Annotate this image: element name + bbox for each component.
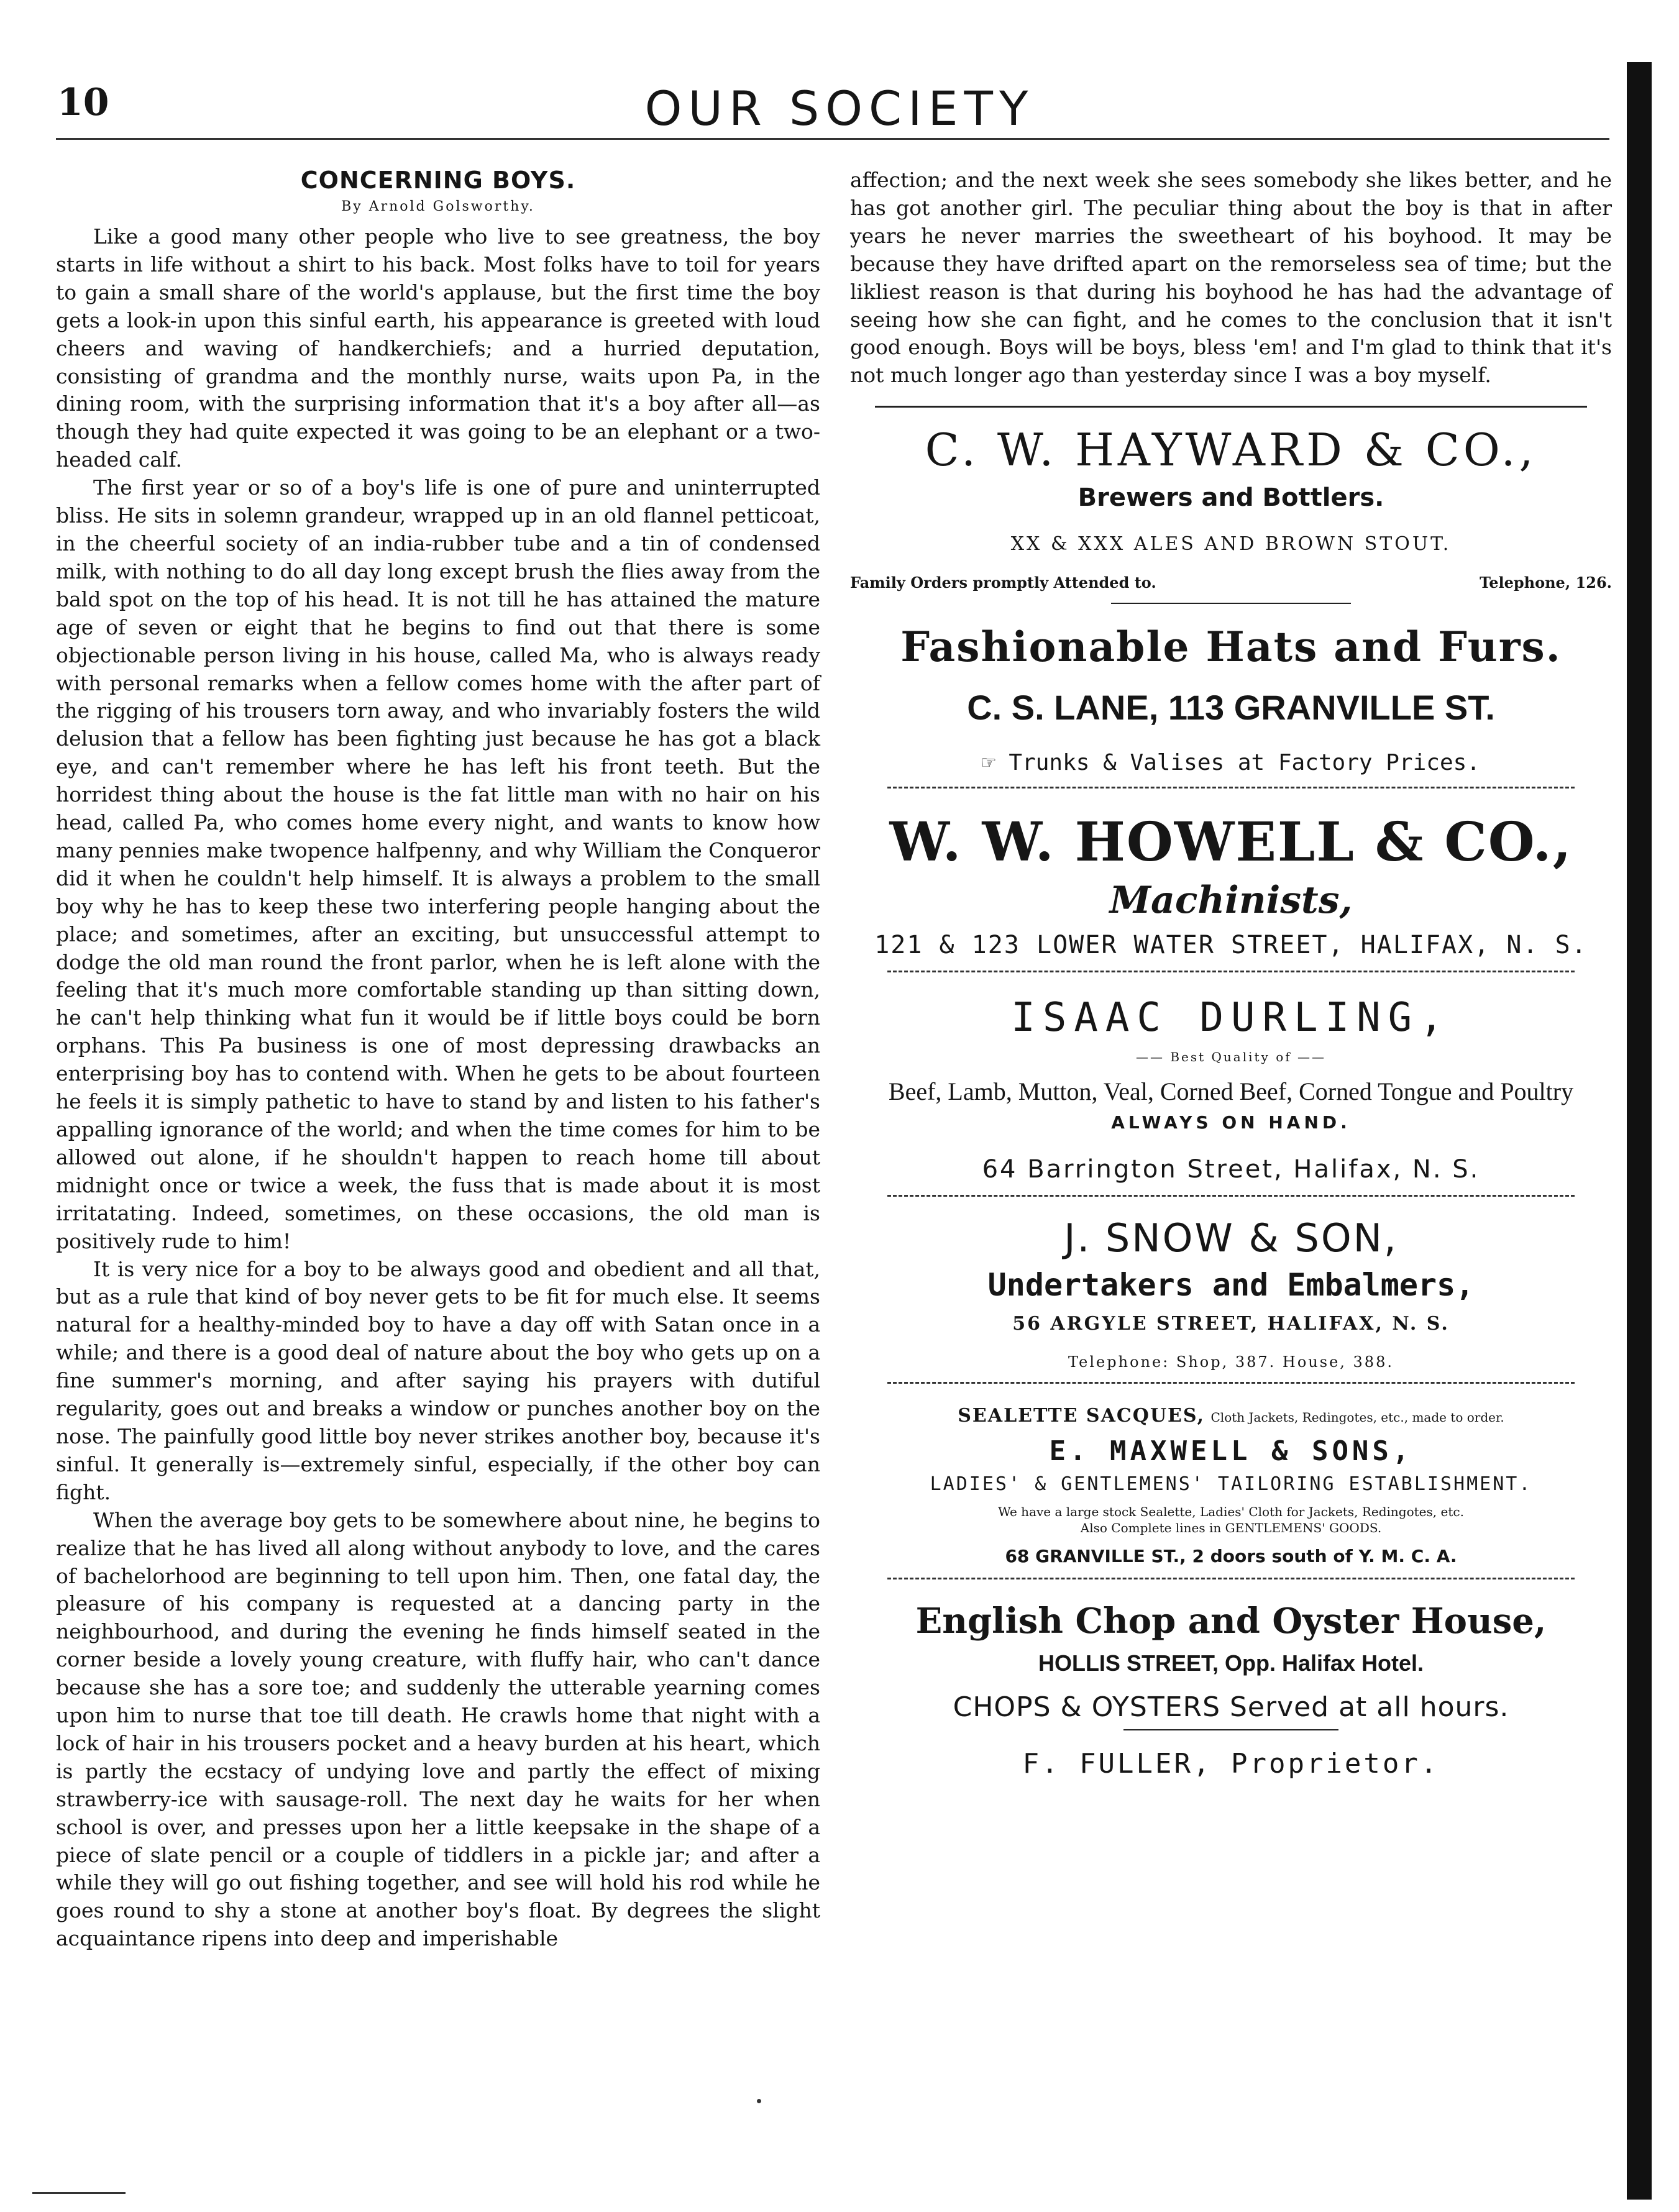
- ad-maxwell-headline: SEALETTE SACQUES,: [958, 1405, 1205, 1427]
- ad-fuller-street: HOLLIS STREET, Opp. Halifax Hotel.: [1038, 1650, 1424, 1676]
- divider: [887, 1195, 1575, 1197]
- ad-snow-name: J. SNOW & SON,: [1064, 1215, 1398, 1261]
- article-paragraph: Like a good many other people who live to see greatness, the boy starts in life without a shirt to his back. Most folks have to toil for years to gain a small share of the world's applause, but the first time the boy gets a look-in upon this sinful earth, his appearance is greeted with loud cheers and waving of handkerchiefs; and a hurried deputation, consisting of grandma and the monthly nurse, waits upon Pa, in the dining room, with the surprising information that it's a boy after all—as though they had quite expected it was going to be an elephant or a two-headed calf.: [56, 224, 820, 472]
- ad-hayward-subtitle: Brewers and Bottlers.: [1077, 483, 1384, 513]
- ad-snow: [850, 1215, 1612, 1371]
- ad-durling: [850, 995, 1612, 1184]
- divider: [1111, 603, 1351, 604]
- ad-lane-trunks: ☞ Trunks & Valises at Factory Prices.: [982, 750, 1480, 776]
- article-byline: By Arnold Golsworthy.: [341, 199, 535, 214]
- page-edge-bar: [1627, 62, 1652, 2200]
- article-paragraph: When the average boy gets to be somewhere about nine, he begins to realize that he has lived all along without anybody to love, and the cares of bachelorhood are beginning to tell upon him. Then, one fatal day, the pleasure of his company is requested at a dancing party in the neighbourhood, and during the evening he finds himself seated in the corner beside a lovely young creature, with fluffy hair, who can't dance because she has a sore toe; and suddenly the utterable yearning comes upon him to nurse that toe till death. He crawls home that night with a lock of hair in his trousers pocket and a heavy burden at his heart, which is partly the ecstacy of undying love and partly the effect of mixing strawberry-ice with sausage-roll. The next day he waits for her when school is over, and presses upon her a little keepsake in the shape of a piece of slate pencil or a couple of tiddlers in a pickle jar; and after a while they will go out fishing together, and see will hold his rod while he goes round to shy a stone at another boy's float. By degrees the slight acquaintance ripens into deep and imperishable: [56, 1507, 820, 1951]
- page-number: 10: [57, 81, 109, 124]
- divider: [887, 1382, 1575, 1384]
- stray-dot: [757, 2099, 761, 2103]
- header-rule: [56, 138, 1609, 140]
- ad-howell-address: 121 & 123 LOWER WATER STREET, HALIFAX, N. S.: [874, 931, 1588, 960]
- ad-durling-quality: —— Best Quality of ——: [1135, 1049, 1327, 1065]
- ad-hayward-products: XX & XXX ALES AND BROWN STOUT.: [1010, 533, 1452, 555]
- ad-hayward-name: C. W. HAYWARD & CO.,: [925, 424, 1537, 477]
- ad-snow-telephone: Telephone: Shop, 387. House, 388.: [1068, 1353, 1394, 1371]
- ad-hayward-footer: [850, 574, 1612, 592]
- ad-durling-meats: Beef, Lamb, Mutton, Veal, Corned Beef, Corned Tongue and Poultry: [888, 1077, 1574, 1106]
- article-paragraph: It is very nice for a boy to be always good and obedient and all that, but as a rule that kind of boy never gets to be fit for much else. It seems natural for a healthy-minded boy to have a day off with Satan once in a while; and there is a good deal of nature about the boy who gets up on a fine summer's morning, and after saying his prayers with dutiful regularity, goes out and breaks a window or punches another boy on the nose. The painfully good little boy never strikes another boy, because it's sinful. It generally is—extremely sinful, especially, if the other boy can fight.: [56, 1256, 820, 1504]
- ad-snow-role: Undertakers and Embalmers,: [987, 1267, 1475, 1304]
- ad-howell: [850, 811, 1612, 959]
- ad-maxwell-stock-2: Also Complete lines in GENTLEMENS' GOODS.: [1080, 1520, 1382, 1536]
- ad-hayward-orders: Family Orders promptly Attended to.: [850, 574, 1156, 592]
- ad-durling-name: ISAAC DURLING,: [1011, 995, 1451, 1041]
- ad-maxwell-headline-line: [850, 1405, 1612, 1427]
- article-column: [56, 167, 820, 1953]
- ad-durling-always: ALWAYS ON HAND.: [1111, 1112, 1351, 1133]
- divider: [887, 971, 1575, 972]
- ad-howell-role: Machinists,: [1109, 879, 1353, 923]
- page-header-title: OUR SOCIETY: [644, 81, 1035, 136]
- ad-lane-address: 113 GRANVILLE ST.: [1168, 688, 1495, 728]
- ad-lane: [850, 623, 1612, 775]
- ad-maxwell-establishment: LADIES' & GENTLEMENS' TAILORING ESTABLISHMENT.: [930, 1473, 1532, 1496]
- ad-fuller-proprietor: F. FULLER, Proprietor.: [1022, 1748, 1440, 1780]
- ad-maxwell: [850, 1405, 1612, 1566]
- ad-lane-headline: Fashionable Hats and Furs.: [900, 623, 1562, 672]
- article-title: CONCERNING BOYS.: [300, 167, 576, 194]
- ad-hayward: [850, 424, 1612, 592]
- divider: [875, 406, 1587, 408]
- ad-maxwell-headline-rest: Cloth Jackets, Redingotes, etc., made to order.: [1210, 1410, 1504, 1425]
- ad-lane-name: C. S. LANE,: [967, 688, 1159, 728]
- article-continuation: affection; and the next week she sees somebody she likes better, and he has got another girl. The peculiar thing about the boy is that in after years he never marries the sweetheart of his boyhood. It may be because they have drifted apart on the remorseless sea of time; but the likliest reason is that during his boyhood he has had the advantage of seeing how she can fight, and he comes to the conclusion that it isn't good enough. Boys will be boys, bless 'em! and I'm glad to think that it's not much longer ago than yesterday since I was a boy myself.: [850, 168, 1612, 388]
- divider: [887, 787, 1575, 788]
- ad-maxwell-name: E. MAXWELL & SONS,: [1049, 1435, 1413, 1468]
- footer-mark: [32, 2192, 126, 2194]
- ad-hayward-telephone: Telephone, 126.: [1480, 574, 1612, 592]
- ad-maxwell-stock-1: We have a large stock Sealette, Ladies' Cloth for Jackets, Redingotes, etc.: [998, 1504, 1464, 1520]
- ad-fuller-served: CHOPS & OYSTERS Served at all hours.: [953, 1691, 1509, 1724]
- ad-fuller-name: English Chop and Oyster House,: [915, 1601, 1547, 1642]
- ad-lane-name-line: [850, 687, 1612, 728]
- ad-snow-address: 56 ARGYLE STREET, HALIFAX, N. S.: [1012, 1313, 1450, 1335]
- ad-maxwell-address: 68 GRANVILLE ST., 2 doors south of Y. M. C. A.: [1005, 1546, 1457, 1567]
- ad-fuller: [850, 1601, 1612, 1780]
- article-paragraph: The first year or so of a boy's life is one of pure and uninterrupted bliss. He sits in solemn grandeur, wrapped up in an old flannel petticoat, in the cheerful society of an india-rubber tube and a tin of condensed milk, with nothing to do all day long except brush the flies away from the bald spot on the top of his head. It is not till he has attained the mature age of seven or eight that he begins to find out that there is some objectionable person living in his house, called Ma, who is always ready with personal remarks when a fellow comes home with the after part of the rigging of his trousers torn away, and who invariably fosters the wild delusion that a fellow has been fighting just because he has got a black eye, and can't remember where he has left his front teeth. But the horridest thing about the house is the fat little man with no hair on his head, called Pa, who comes home every night, and wants to know how many pennies make twopence halfpenny, and why William the Conqueror did it when he couldn't help himself. It is always a problem to the small boy why he has to keep these two interfering people hanging about the place; and sometimes, after an exciting, but unsuccessful attempt to dodge the old man round the front parlor, when he is left alone with the feeling that it's much more comfortable standing up than sitting down, he can't help thinking what fun it would be if little boys could be born orphans. This Pa business is one of most depressing drawbacks an enterprising boy has to contend with. When he gets to be about fourteen he feels it is simply pathetic to have to stand by and listen to his father's appalling ignorance of the world; and when the time comes for him to be allowed out alone, if he shouldn't happen to reach home till about midnight once or twice a week, the fuss that is made about it is most irritatating. Indeed, sometimes, on these occasions, the old man is positively rude to him!: [56, 475, 820, 1253]
- divider: [1123, 1729, 1338, 1730]
- right-column: [850, 167, 1612, 1780]
- ad-howell-name: W. W. HOWELL & CO.,: [889, 811, 1573, 874]
- divider: [887, 1578, 1575, 1579]
- ad-durling-address: 64 Barrington Street, Halifax, N. S.: [982, 1155, 1480, 1184]
